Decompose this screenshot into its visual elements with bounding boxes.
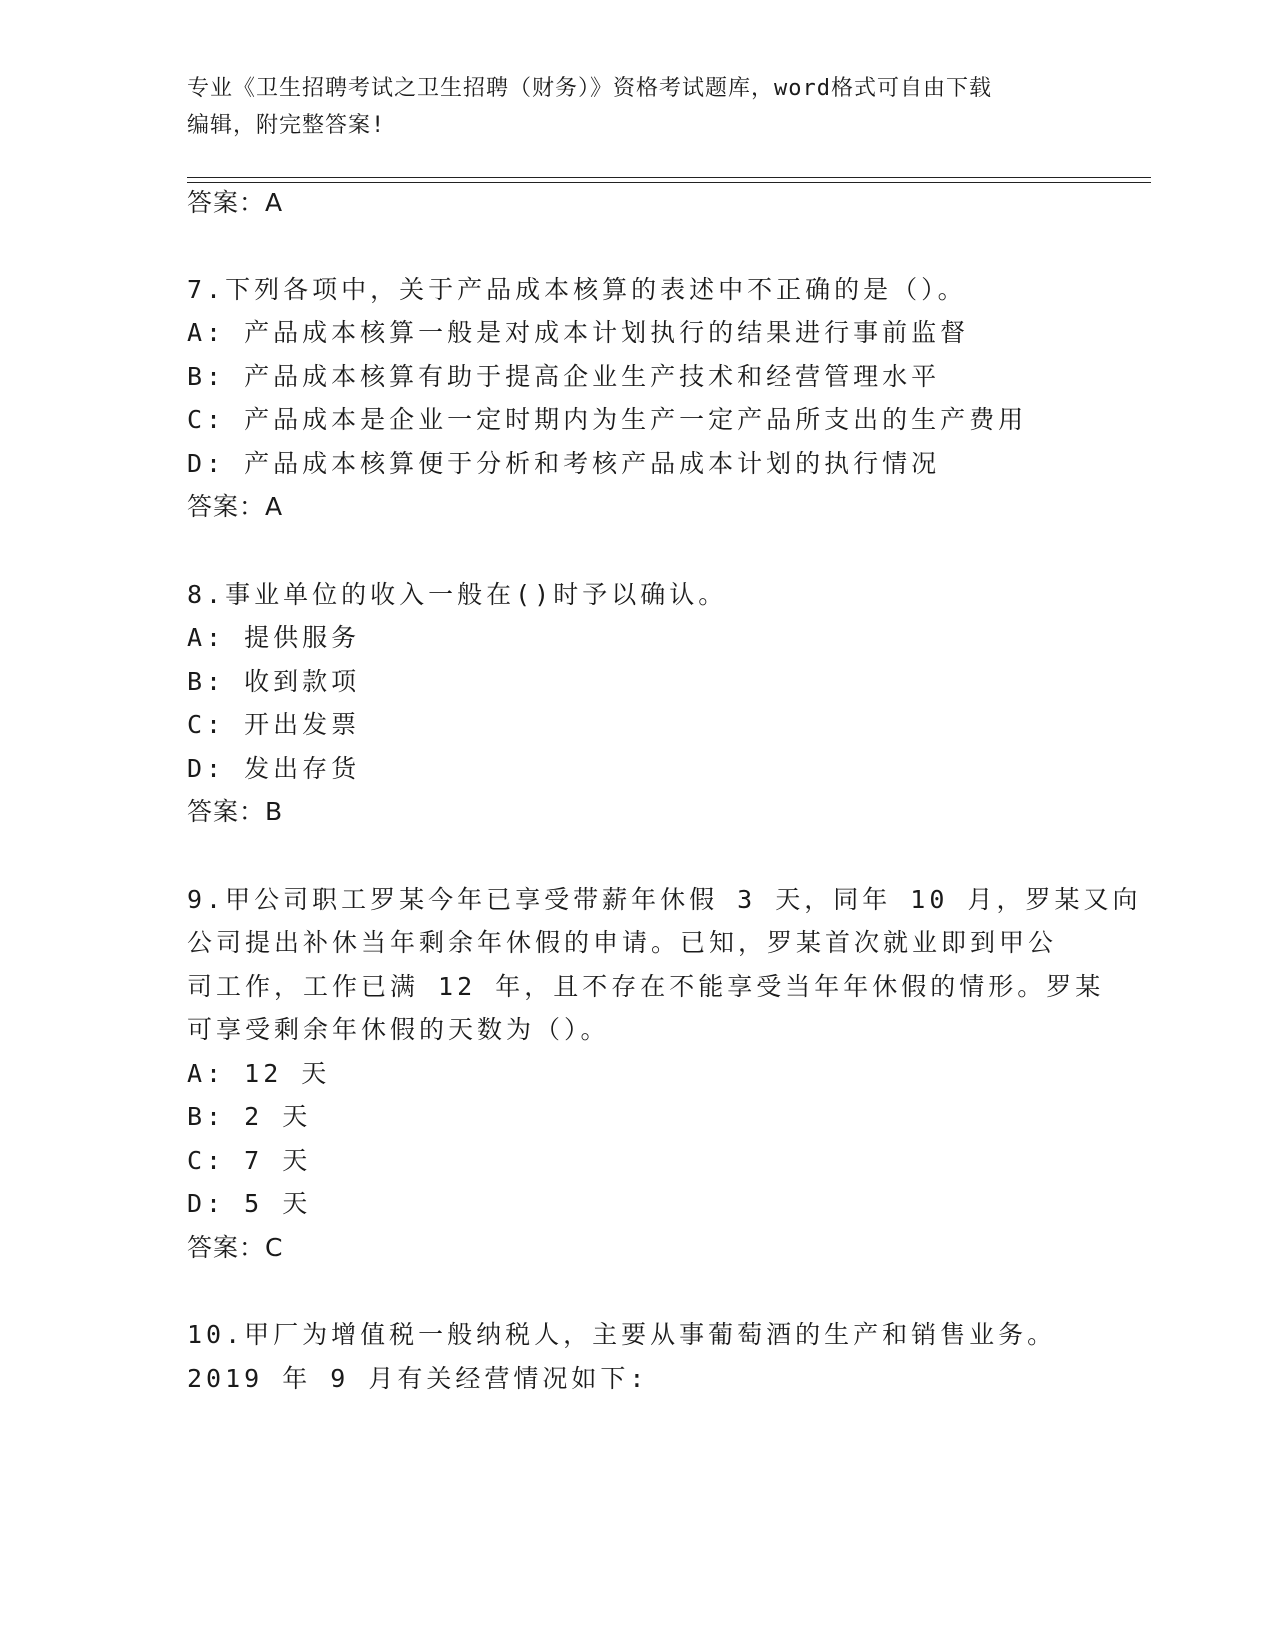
question-stem-line-1: 10.甲厂为增值税一般纳税人，主要从事葡萄酒的生产和销售业务。 <box>187 1320 1057 1349</box>
option-b: B: 2 天 <box>187 1102 312 1131</box>
option-d: D: 产品成本核算便于分析和考核产品成本计划的执行情况 <box>187 449 941 478</box>
question-stem-line-2: 2019 年 9 月有关经营情况如下: <box>187 1364 649 1393</box>
option-a: A: 产品成本核算一般是对成本计划执行的结果进行事前监督 <box>187 318 970 347</box>
option-a: A: 提供服务 <box>187 623 361 652</box>
option-c: C: 7 天 <box>187 1146 312 1175</box>
option-c: C: 产品成本是企业一定时期内为生产一定产品所支出的生产费用 <box>187 405 1028 434</box>
answer: 答案：A <box>187 492 284 521</box>
answer: 答案：C <box>187 1233 284 1262</box>
header-line-2: 编辑，附完整答案! <box>187 113 386 138</box>
previous-answer: 答案：A <box>187 188 284 217</box>
header-divider-top <box>187 177 1151 178</box>
header-divider-bottom <box>187 182 1151 183</box>
question-stem-line-2: 公司提出补休当年剩余年休假的申请。已知，罗某首次就业即到甲公 <box>187 928 1058 957</box>
option-c: C: 开出发票 <box>187 710 361 739</box>
option-d: D: 5 天 <box>187 1189 312 1218</box>
question-stem: 7.下列各项中，关于产品成本核算的表述中不正确的是（）。 <box>187 275 967 304</box>
question-stem-line-3: 司工作，工作已满 12 年，且不存在不能享受当年年休假的情形。罗某 <box>187 972 1105 1001</box>
question-stem-line-1: 9.甲公司职工罗某今年已享受带薪年休假 3 天，同年 10 月，罗某又向 <box>187 885 1142 914</box>
question-stem: 8.事业单位的收入一般在()时予以确认。 <box>187 580 728 609</box>
document-header <box>187 70 1087 144</box>
question-stem-line-4: 可享受剩余年休假的天数为（）。 <box>187 1015 610 1044</box>
option-b: B: 产品成本核算有助于提高企业生产技术和经营管理水平 <box>187 362 941 391</box>
option-a: A: 12 天 <box>187 1059 331 1088</box>
answer: 答案：B <box>187 797 284 826</box>
option-d: D: 发出存货 <box>187 754 361 783</box>
header-line-1: 专业《卫生招聘考试之卫生招聘（财务）》资格考试题库，word格式可自由下载 <box>187 76 992 101</box>
option-b: B: 收到款项 <box>187 667 361 696</box>
